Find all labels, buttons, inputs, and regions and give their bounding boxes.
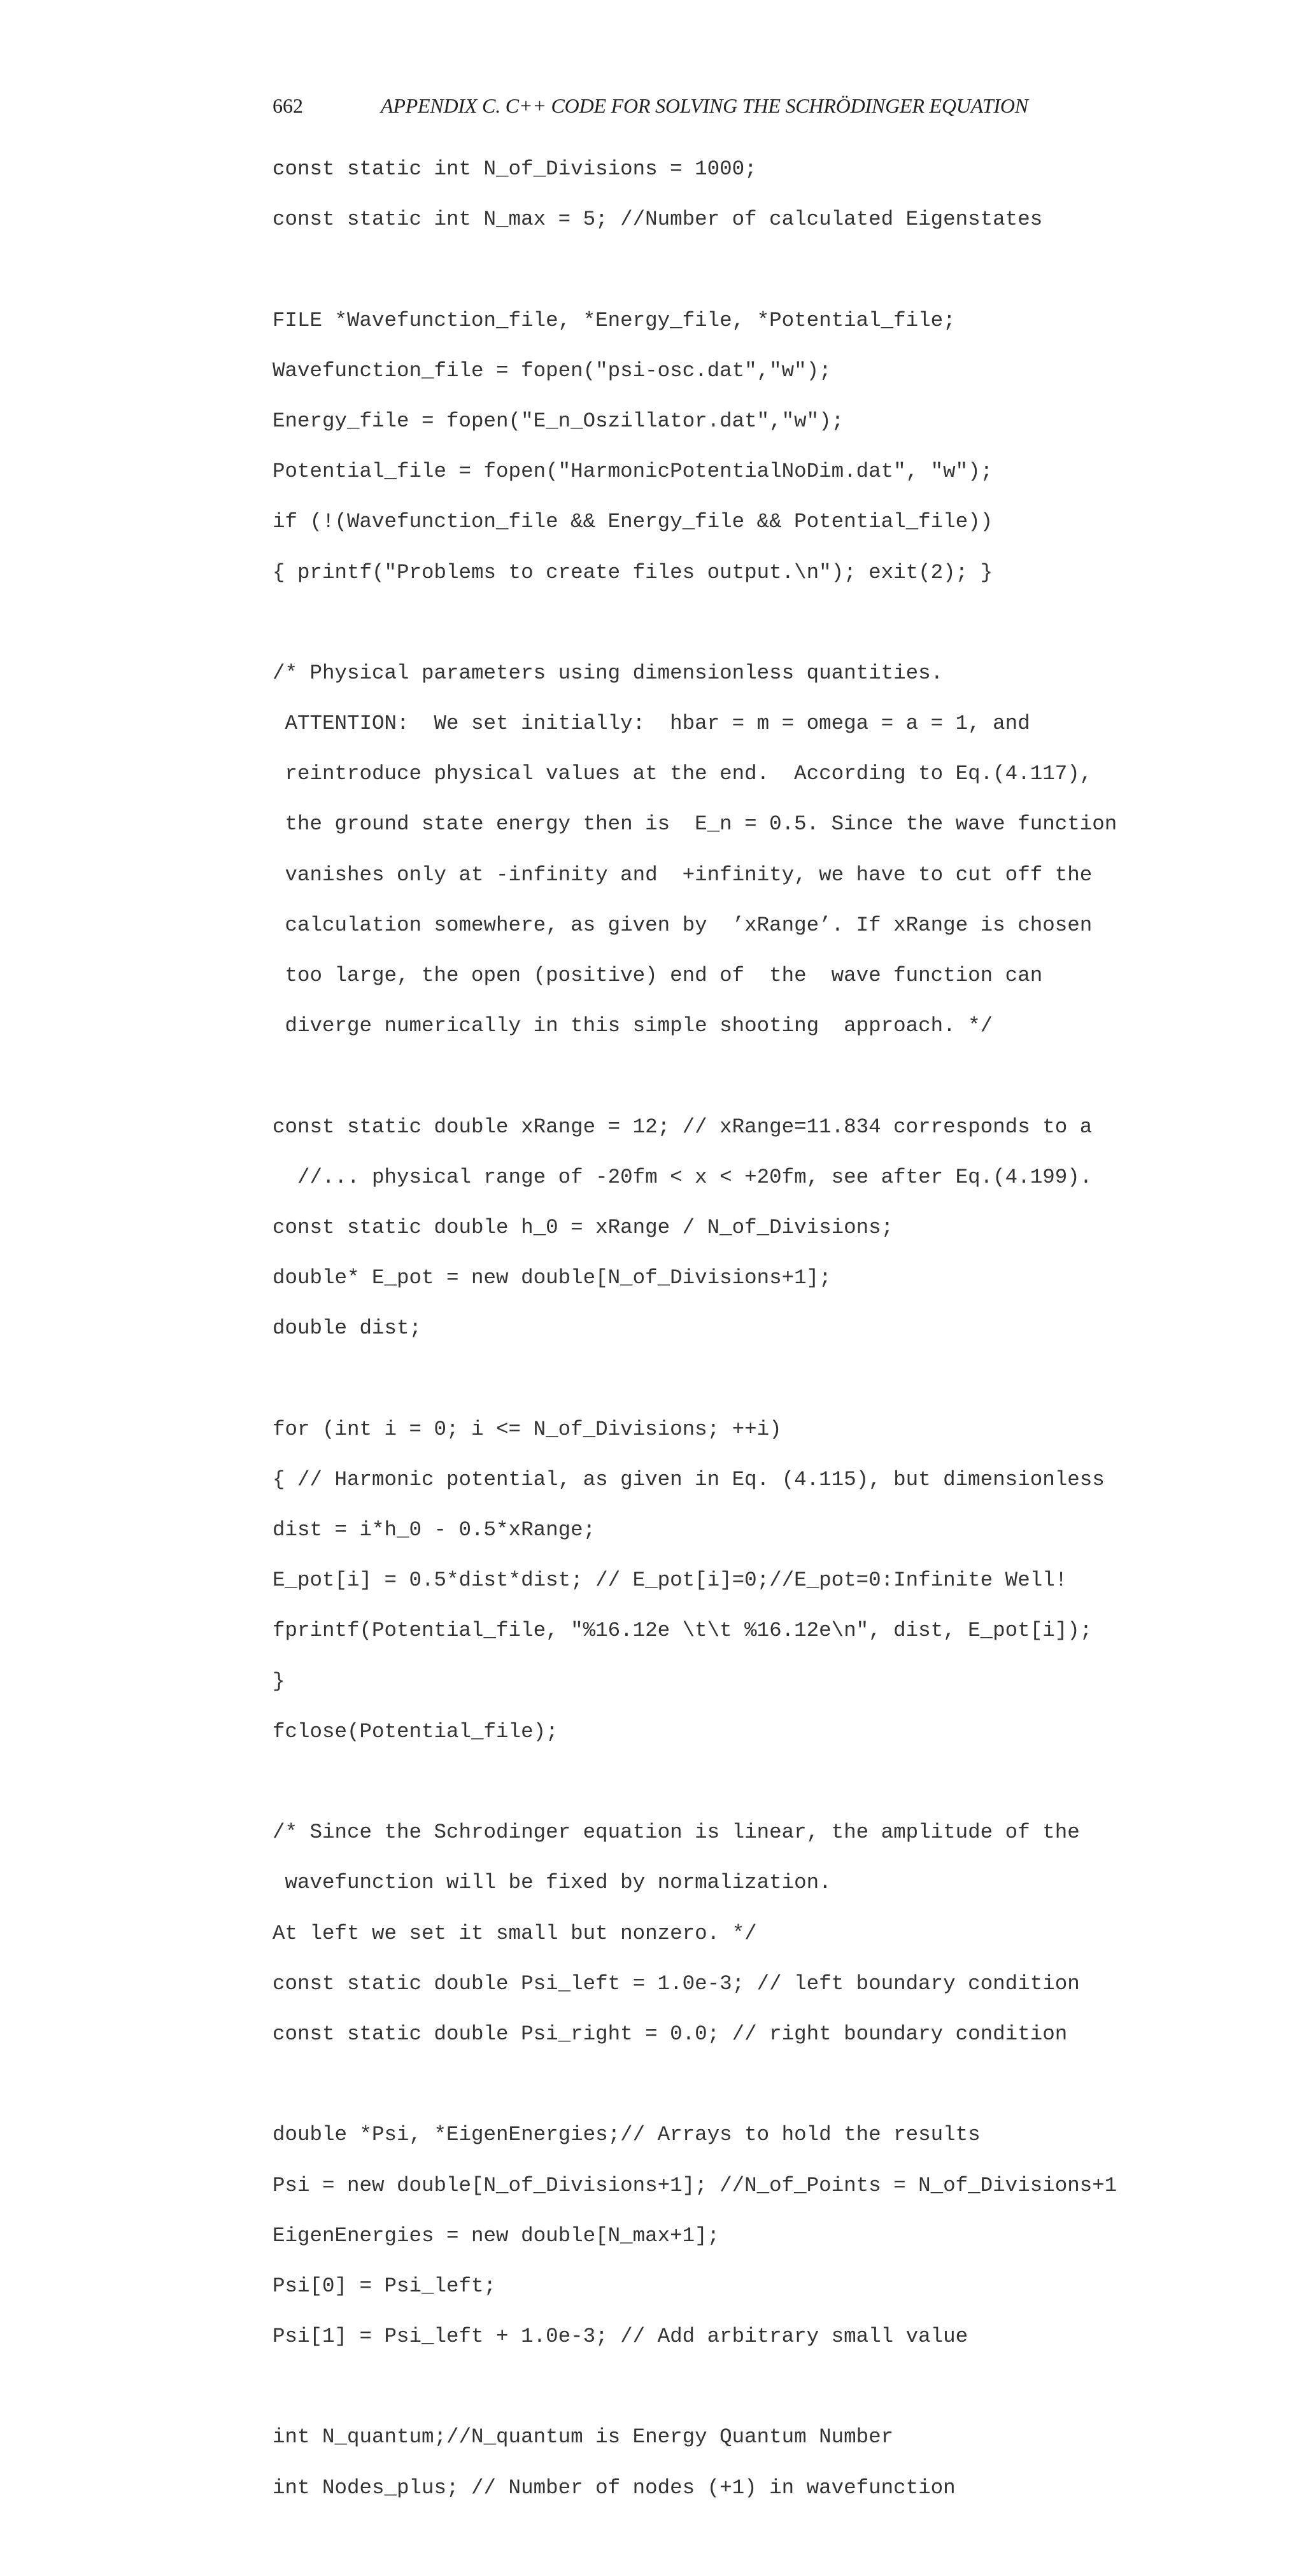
code-line: Psi[0] = Psi_left; [273, 2274, 497, 2298]
code-line: calculation somewhere, as given by ’xRange’. If xRange is chosen [273, 913, 1093, 937]
code-line: fprintf(Potential_file, "%16.12e \t\t %16.12e\n", dist, E_pot[i]); [273, 1619, 1093, 1643]
chapter-title: APPENDIX C. C++ CODE FOR SOLVING THE SCHRÖDINGER EQUATION [381, 94, 1028, 117]
code-line: double* E_pot = new double[N_of_Divisions+1]; [273, 1266, 832, 1290]
code-line: double *Psi, *EigenEnergies;// Arrays to hold the results [273, 2123, 981, 2147]
code-line: At left we set it small but nonzero. */ [273, 1921, 757, 1945]
code-line: if (!(Wavefunction_file && Energy_file && Potential_file)) [273, 510, 993, 534]
code-line: const static double Psi_right = 0.0; // right boundary condition [273, 2022, 1068, 2046]
code-line: E_pot[i] = 0.5*dist*dist; // E_pot[i]=0;//E_pot=0:Infinite Well! [273, 1568, 1068, 1593]
code-line: Energy_file = fopen("E_n_Oszillator.dat","w"); [273, 409, 844, 433]
code-line: fclose(Potential_file); [273, 1719, 558, 1743]
code-line: ATTENTION: We set initially: hbar = m = omega = a = 1, and [273, 712, 1030, 736]
code-line [273, 257, 1164, 283]
code-line [273, 2072, 1164, 2097]
code-line: Wavefunction_file = fopen("psi-osc.dat","w"); [273, 358, 832, 383]
code-line: reintroduce physical values at the end. According to Eq.(4.117), [273, 762, 1093, 786]
code-line [273, 2374, 1164, 2400]
code-line: wavefunction will be fixed by normalization. [273, 1871, 832, 1895]
code-line: int Nodes_plus; // Number of nodes (+1) in wavefunction [273, 2475, 956, 2500]
code-line: /* Physical parameters using dimensionless quantities. [273, 661, 944, 685]
code-line: dist = i*h_0 - 0.5*xRange; [273, 1518, 596, 1542]
code-line: { printf("Problems to create files output.\n"); exit(2); } [273, 560, 993, 584]
code-line: const static int N_max = 5; //Number of calculated Eigenstates [273, 208, 1043, 232]
code-line [273, 2526, 1164, 2551]
code-line: vanishes only at -infinity and +infinity, we have to cut off the [273, 862, 1093, 887]
code-line: Psi = new double[N_of_Divisions+1]; //N_of_Points = N_of_Divisions+1 [273, 2173, 1117, 2197]
code-line: /* Since the Schrodinger equation is linear, the amplitude of the [273, 1820, 1080, 1845]
code-line: { // Harmonic potential, as given in Eq. (4.115), but dimensionless [273, 1467, 1105, 1491]
code-line: double dist; [273, 1316, 422, 1341]
code-line [273, 1770, 1164, 1795]
code-line: FILE *Wavefunction_file, *Energy_file, *Potential_file; [273, 308, 956, 332]
code-line: const static double h_0 = xRange / N_of_Divisions; [273, 1215, 894, 1239]
code-line [273, 610, 1164, 636]
running-head [273, 94, 1100, 126]
code-line: //... physical range of -20fm < x < +20fm, see after Eq.(4.199). [273, 1165, 1093, 1189]
code-line: too large, the open (positive) end of the wave function can [273, 964, 1043, 987]
code-listing [273, 157, 1164, 2576]
code-line: int N_quantum;//N_quantum is Energy Quantum Number [273, 2425, 894, 2449]
code-line: for (int i = 0; i <= N_of_Divisions; ++i) [273, 1417, 782, 1441]
code-line: the ground state energy then is E_n = 0.5. Since the wave function [273, 812, 1117, 836]
code-line: const static int N_of_Divisions = 1000; [273, 157, 757, 181]
code-line: } [273, 1669, 285, 1693]
code-line: const static double xRange = 12; // xRange=11.834 corresponds to a [273, 1115, 1093, 1139]
code-line [273, 1064, 1164, 1089]
code-line: const static double Psi_left = 1.0e-3; // left boundary condition [273, 1971, 1080, 1995]
code-line [273, 1367, 1164, 1392]
code-line: EigenEnergies = new double[N_max+1]; [273, 2223, 720, 2248]
code-line: Psi[1] = Psi_left + 1.0e-3; // Add arbitrary small value [273, 2325, 968, 2349]
page-number: 662 [273, 94, 303, 117]
code-line: Potential_file = fopen("HarmonicPotentialNoDim.dat", "w"); [273, 460, 993, 484]
code-line: diverge numerically in this simple shooting approach. */ [273, 1014, 993, 1038]
